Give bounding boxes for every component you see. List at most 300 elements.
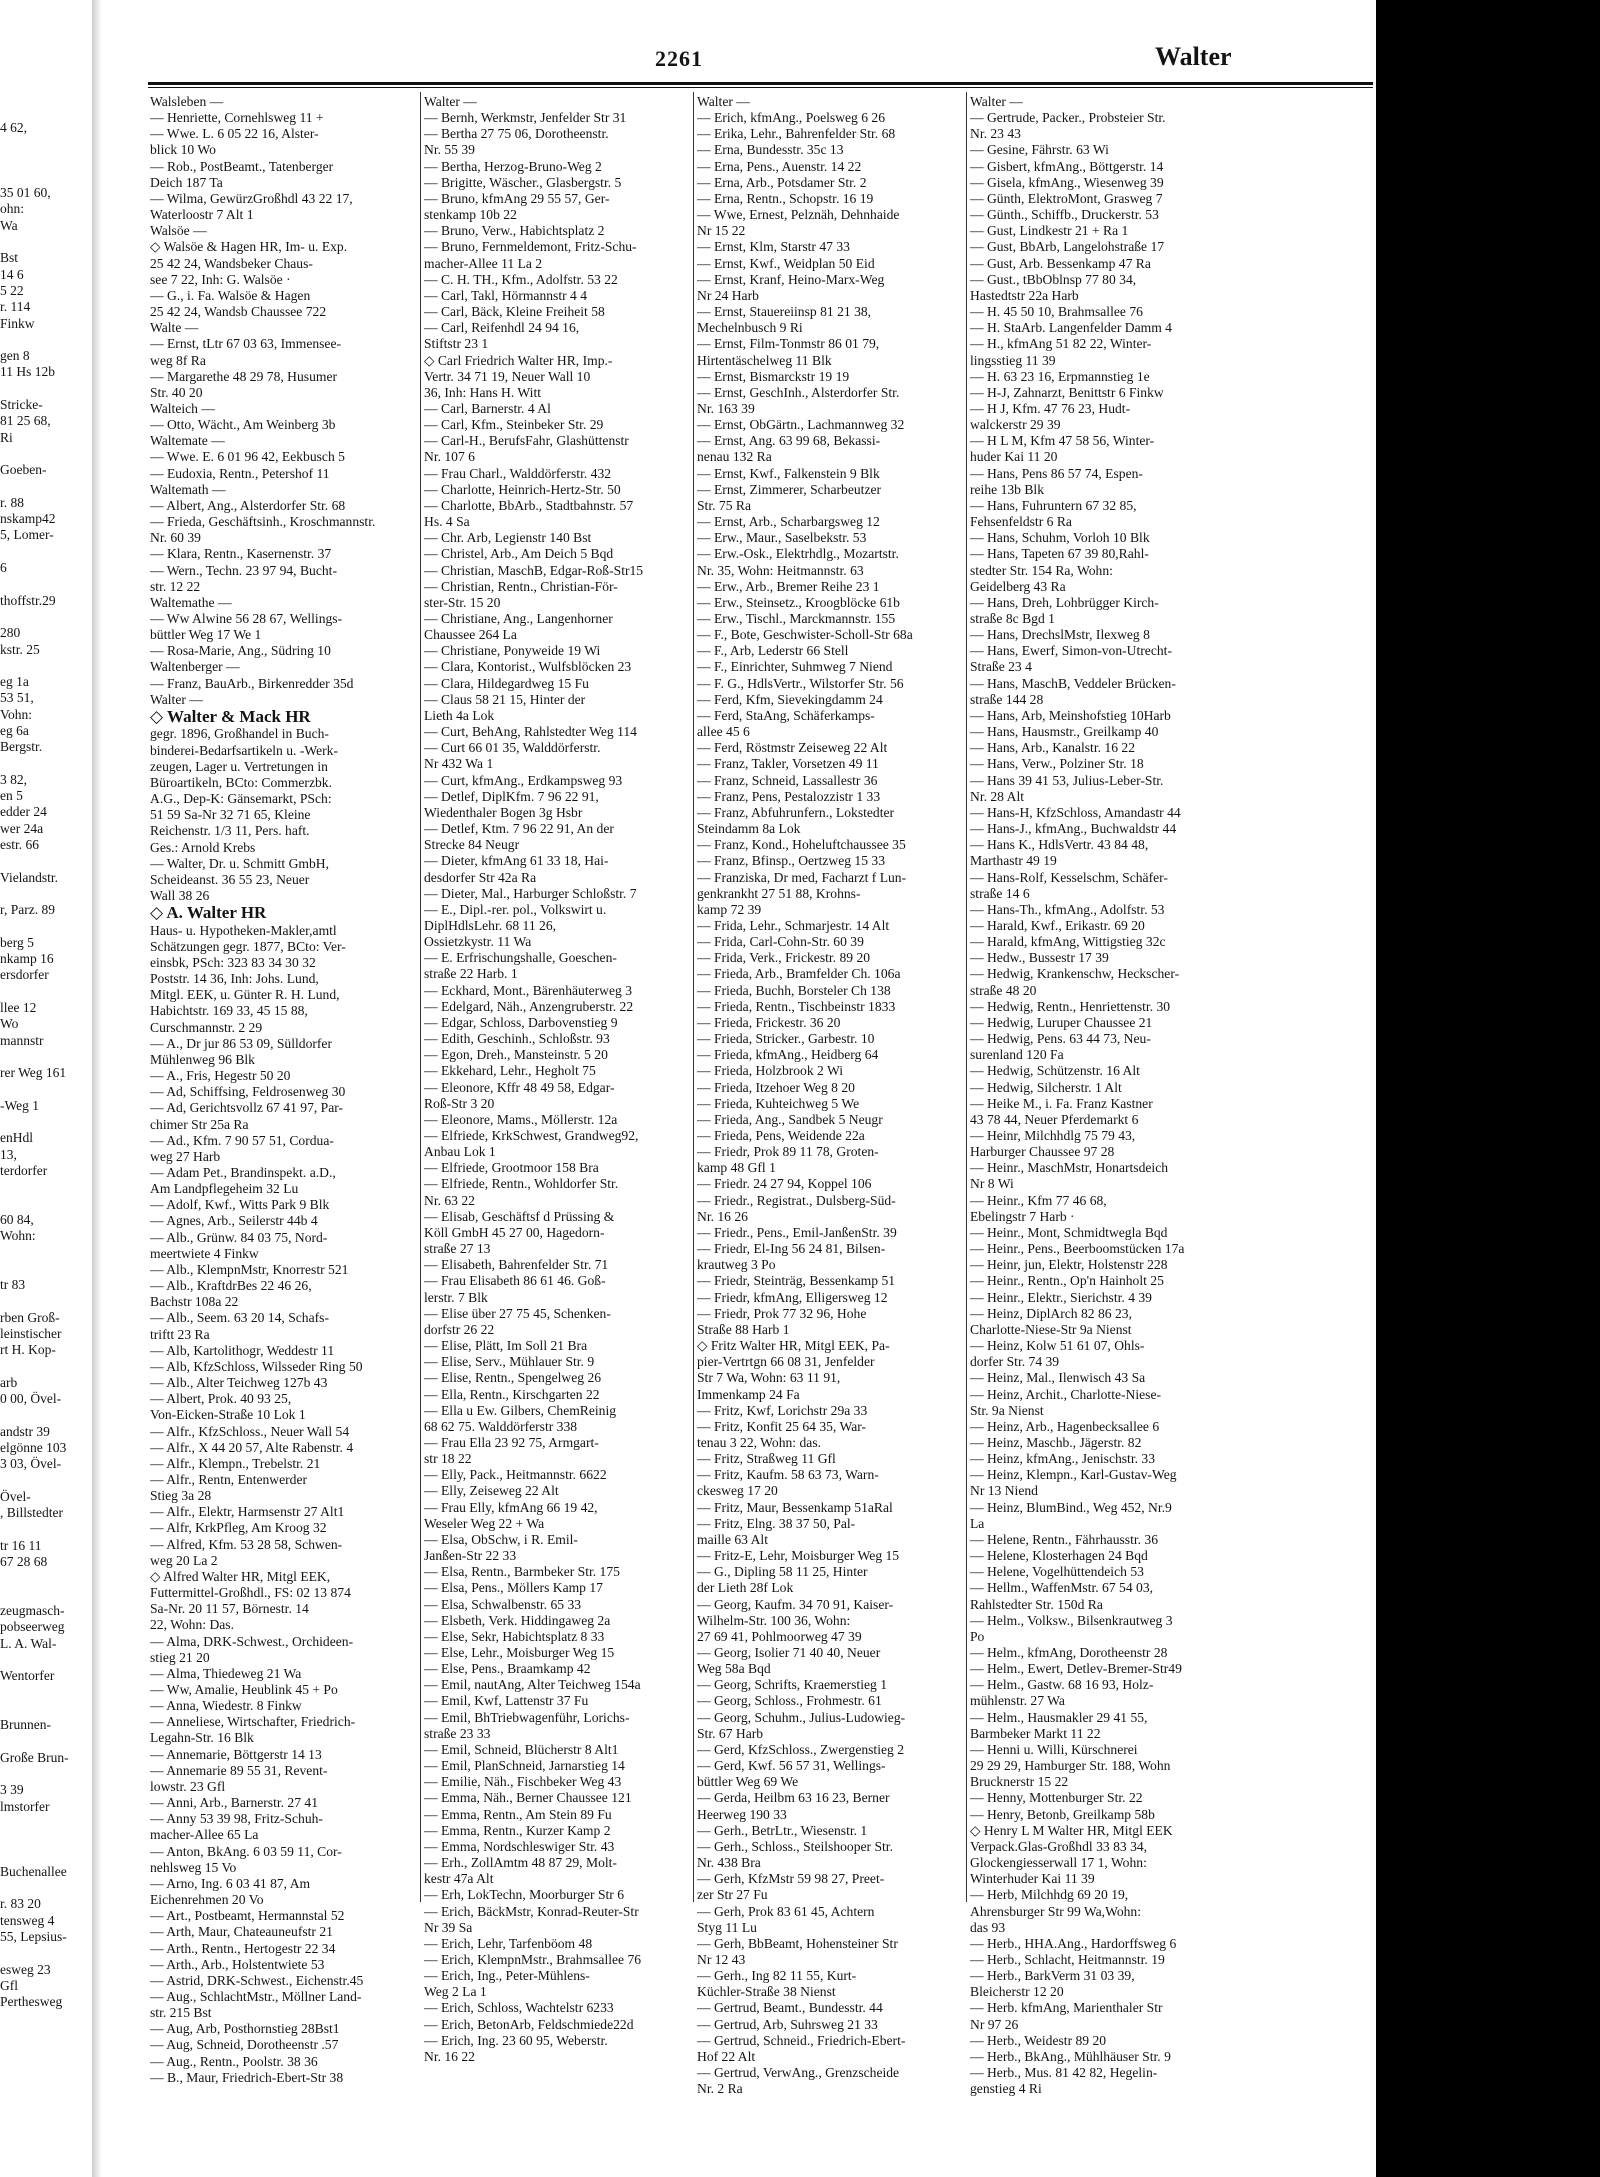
directory-entry: — Dieter, Mal., Harburger Schloßstr. 7 (424, 885, 637, 901)
directory-entry: — Herb., BarkVerm 31 03 39, (970, 1968, 1135, 1984)
directory-entry: — Anna, Wiedestr. 8 Finkw (150, 1698, 302, 1714)
directory-entry: ◇ Alfred Walter HR, Mitgl EEK, (150, 1568, 331, 1584)
directory-entry: — Else, Lehr., Moisburger Weg 15 (424, 1645, 615, 1660)
fragment-line: 3 03, Övel- (0, 1456, 62, 1472)
directory-entry: — Elisabeth, Bahrenfelder Str. 71 (424, 1257, 609, 1273)
directory-entry: — Friedr, Steinträg, Bessenkamp 51 (697, 1273, 896, 1289)
directory-entry: Brucknerstr 15 22 (970, 1774, 1069, 1790)
fragment-line: rer Weg 161 (0, 1065, 67, 1081)
directory-entry: Nr 97 26 (970, 2016, 1019, 2032)
directory-entry: — Fritz, Kwf, Lorichstr 29a 33 (697, 1402, 868, 1418)
directory-entry: — Otto, Wächt., Am Weinberg 3b (150, 417, 336, 433)
directory-entry: straße 144 28 (970, 691, 1044, 707)
fragment-line: Buchenallee (0, 1863, 67, 1879)
directory-entry: — Eckhard, Mont., Bärenhäuterweg 3 (424, 982, 632, 998)
directory-entry: — Wwe. E. 6 01 96 42, Eekbusch 5 (150, 449, 345, 465)
directory-entry: — Wwe, Ernest, Pelznäh, Dehnhaide (697, 207, 900, 223)
directory-entry: — Astrid, DRK-Schwest., Eichenstr.45 (150, 1972, 364, 1988)
directory-entry: — Hans, Fuhruntern 67 32 85, (970, 497, 1137, 513)
directory-entry: — Fritz, Konfit 25 64 35, War- (697, 1418, 867, 1434)
directory-entry: — Hans-H, KfzSchloss, Amandastr 44 (970, 804, 1181, 820)
fragment-line (0, 1880, 90, 1896)
directory-entry: — Curt, BehAng, Rahlstedter Weg 114 (424, 724, 637, 740)
directory-entry: Mühlenweg 96 Blk (150, 1051, 255, 1067)
directory-entry: — Erna, Arb., Potsdamer Str. 2 (697, 174, 867, 190)
fragment-line: Goeben- (0, 462, 47, 478)
directory-entry: — Charlotte, Heinrich-Hertz-Str. 50 (424, 481, 621, 497)
fragment-line: leinstischer (0, 1325, 62, 1341)
fragment-line: Wentorfer (0, 1668, 55, 1684)
fragment-line (0, 1733, 90, 1749)
directory-entry: — Franz, Bfinsp., Oertzweg 15 33 (697, 853, 886, 869)
directory-entry: Fehsenfeldstr 6 Ra (970, 514, 1072, 530)
directory-entry: — Friedr, Prok 89 11 78, Groten- (697, 1144, 879, 1160)
fragment-line: en 5 (0, 788, 23, 804)
directory-entry: — Adam Pet., Brandinspekt. a.D., (150, 1165, 336, 1180)
directory-entry: genkrankht 27 51 88, Krohns- (697, 885, 861, 901)
directory-entry: — Ernst, tLtr 67 03 63, Immensee- (150, 336, 342, 352)
fragment-line: zeugmasch- (0, 1603, 65, 1619)
directory-entry: — Heinr., Elektr., Sierichstr. 4 39 (970, 1289, 1152, 1305)
directory-entry: — Ad., Kfm. 7 90 57 51, Cordua- (150, 1132, 334, 1148)
running-head: Walter (1155, 42, 1232, 71)
directory-entry: — Friedr, El-Ing 56 24 81, Bilsen- (697, 1241, 886, 1257)
directory-entry: Küchler-Straße 38 Nienst (697, 1984, 836, 2000)
directory-entry: — Elfriede, KrkSchwest, Grandweg92, (424, 1128, 639, 1143)
directory-entry: — Heinz, Maschb., Jägerstr. 82 (970, 1434, 1142, 1450)
directory-entry: — Hans, Ewerf, Simon-von-Utrecht- (970, 643, 1172, 659)
fragment-line (0, 1293, 90, 1309)
directory-entry: — Friedr., Pens., Emil-JanßenStr. 39 (697, 1224, 897, 1240)
directory-entry: — Wwe. L. 6 05 22 16, Alster- (150, 126, 319, 142)
directory-entry: Winterhuder Kai 11 39 (970, 1871, 1095, 1887)
fragment-line: 55, Lepsius- (0, 1928, 67, 1944)
column-divider (966, 92, 967, 1902)
fragment-line (0, 1082, 90, 1098)
fragment-line: Große Brun- (0, 1749, 69, 1765)
directory-entry: — Fritz, Kaufm. 58 63 73, Warn- (697, 1467, 879, 1483)
directory-entry: — Henny, Mottenburger Str. 22 (970, 1790, 1143, 1806)
directory-entry: — Ella, Rentn., Kirschgarten 22 (424, 1386, 600, 1402)
fragment-line: enHdl (0, 1130, 33, 1146)
directory-entry: — Elly, Pack., Heitmannstr. 6622 (424, 1467, 607, 1483)
fragment-line: r. 114 (0, 299, 31, 315)
directory-entry: — Frieda, Frickestr. 36 20 (697, 1014, 841, 1030)
fragment-line (0, 756, 90, 772)
directory-entry: das 93 (970, 1919, 1006, 1935)
fragment-line (0, 479, 90, 495)
directory-entry: — Ernst, Film-Tonmstr 86 01 79, (697, 336, 880, 352)
directory-entry: — Frau Elly, kfmAng 66 19 42, (424, 1499, 598, 1515)
directory-entry: genstieg 4 Ri (970, 2081, 1042, 2097)
directory-entry: — Frieda, Itzehoer Weg 8 20 (697, 1079, 855, 1095)
directory-entry: büttler Weg 17 We 1 (150, 627, 262, 643)
fragment-line (0, 1244, 90, 1260)
fragment-line (0, 1587, 90, 1603)
directory-entry: mühlenstr. 27 Wa (970, 1693, 1065, 1709)
fragment-line (0, 1652, 90, 1668)
fragment-line (0, 1407, 90, 1423)
directory-entry: Schätzungen gegr. 1877, BCto: Ver- (150, 938, 346, 954)
directory-entry: macher-Allee 65 La (150, 1827, 259, 1843)
fragment-line: ersdorfer (0, 967, 49, 983)
directory-entry: Po (970, 1628, 985, 1644)
directory-entry: — G., Dipling 58 11 25, Hinter (697, 1564, 868, 1580)
directory-entry: — Erika, Lehr., Bahrenfelder Str. 68 (697, 126, 896, 142)
directory-entry: — Hans 39 41 53, Julius-Leber-Str. (970, 772, 1164, 788)
fragment-line: 0 00, Övel- (0, 1391, 62, 1407)
directory-entry: — Elsa, ObSchw, i R. Emil- (424, 1531, 578, 1547)
directory-entry: Glockengiesserwall 17 1, Wohn: (970, 1855, 1147, 1871)
directory-entry: Nr 13 Niend (970, 1483, 1038, 1499)
directory-entry: — Frieda, Rentn., Tischbeinstr 1833 (697, 998, 896, 1014)
directory-entry: Bleicherstr 12 20 (970, 1984, 1064, 2000)
directory-entry: — Gerh., Ing 82 11 55, Kurt- (697, 1968, 857, 1984)
fragment-line: Vohn: (0, 706, 33, 722)
fragment-line (0, 381, 90, 397)
fragment-line: rt H. Kop- (0, 1342, 56, 1358)
directory-entry: — Helene, Klosterhagen 24 Bqd (970, 1548, 1148, 1564)
directory-entry: Vertr. 34 71 19, Neuer Wall 10 (424, 368, 591, 384)
directory-entry: — Chr. Arb, Legienstr 140 Bst (424, 530, 592, 546)
directory-entry: — Friedr., Registrat., Dulsberg-Süd- (697, 1192, 896, 1208)
directory-entry: — Hans, Tapeten 67 39 80,Rahl- (970, 546, 1149, 562)
directory-entry: — Gust, Lindkestr 21 + Ra 1 (970, 223, 1129, 239)
fragment-line: gen 8 (0, 348, 30, 364)
directory-entry: — Elisab, Geschäftsf d Prüssing & (424, 1208, 615, 1224)
directory-entry: DiplHdlsLehr. 68 11 26, (424, 917, 557, 933)
fragment-line: 3 39 (0, 1782, 24, 1798)
directory-entry: — Gerd, KfzSchloss., Zwergenstieg 2 (697, 1741, 905, 1757)
directory-entry: — Gust., tBbOblnsp 77 80 34, (970, 271, 1137, 287)
fragment-line: , Billstedter (0, 1505, 63, 1521)
directory-entry: Nr. 163 39 (697, 400, 755, 416)
directory-entry: — Ferd, Kfm, Sievekingdamm 24 (697, 691, 883, 707)
directory-entry: — Hans, Dreh, Lohbrügger Kirch- (970, 594, 1159, 610)
directory-entry: — Franz, Kond., Hoheluftchaussee 35 (697, 837, 906, 853)
directory-entry: — Wilma, GewürzGroßhdl 43 22 17, (150, 190, 353, 206)
directory-entry: — Ernst, Kranf, Heino-Marx-Weg (697, 271, 885, 287)
fragment-line (0, 1522, 90, 1538)
directory-entry: — Erich, Schloss, Wachtelstr 6233 (424, 2000, 614, 2016)
fragment-line (0, 853, 90, 869)
fragment-line: 35 01 60, (0, 185, 51, 201)
directory-entry: Roß-Str 3 20 (424, 1095, 495, 1111)
fragment-line: terdorfer (0, 1163, 48, 1178)
directory-entry: binderei-Bedarfsartikeln u. -Werk- (150, 742, 339, 758)
directory-entry: — Arth., Arb., Holstentwiete 53 (150, 1956, 325, 1972)
directory-entry: — Elfriede, Grootmoor 158 Bra (424, 1160, 599, 1176)
directory-entry: Reichenstr. 1/3 11, Pers. haft. (150, 823, 310, 839)
directory-entry: — Helene, Rentn., Fährhausstr. 36 (970, 1531, 1159, 1547)
directory-entry: Nr. 55 39 (424, 142, 475, 158)
directory-entry: Futtermittel-Großhdl., FS: 02 13 874 (150, 1585, 351, 1601)
directory-entry: — Elsa, Rentn., Barmbeker Str. 175 (424, 1564, 620, 1580)
directory-entry: Legahn-Str. 16 Blk (150, 1730, 254, 1746)
directory-entry: — Erich, BetonArb, Feldschmiede22d (424, 2016, 634, 2032)
fragment-line: Wohn: (0, 1228, 36, 1244)
fragment-line (0, 1766, 90, 1782)
directory-entry: ckesweg 17 20 (697, 1483, 778, 1499)
directory-entry: — Frieda, kfmAng., Heidberg 64 (697, 1047, 879, 1063)
directory-entry: — Alfr., Rentn, Entenwerder (150, 1471, 308, 1487)
fragment-line: 280 (0, 625, 21, 641)
directory-entry: — Gesine, Fährstr. 63 Wi (970, 142, 1109, 158)
directory-entry: — Gerd, Kwf. 56 57 31, Wellings- (697, 1758, 886, 1774)
directory-entry: — Emil, nautAng, Alter Teichweg 154a (424, 1677, 641, 1693)
directory-entry: — Erw., Maur., Saselbekstr. 53 (697, 530, 867, 546)
directory-entry: Straße 88 Harb 1 (697, 1321, 790, 1337)
directory-entry: — Frieda, Stricker., Garbestr. 10 (697, 1031, 875, 1047)
directory-entry: — Ferd, Röstmstr Zeiseweg 22 Alt (697, 740, 888, 756)
directory-entry: — Fritz, Elng. 38 37 50, Pal- (697, 1515, 856, 1531)
directory-entry: Stieg 3a 28 (150, 1488, 212, 1504)
directory-entry: lerstr. 7 Blk (424, 1289, 488, 1305)
directory-entry: — Günth, ElektroMont, Grasweg 7 (970, 190, 1163, 206)
directory-entry: — Frieda, Pens, Weidende 22a (697, 1128, 865, 1143)
directory-entry: Str 7 Wa, Wohn: 63 11 91, (697, 1370, 841, 1386)
directory-entry: — H., kfmAng 51 82 22, Winter- (970, 336, 1152, 352)
directory-entry: — Gisbert, kfmAng., Böttgerstr. 14 (970, 158, 1164, 174)
directory-entry: — Edith, Geschinh., Schloßstr. 93 (424, 1031, 610, 1047)
directory-entry: — Christiane, Ang., Langenhorner (424, 611, 613, 626)
directory-entry: büttler Weg 69 We (697, 1774, 799, 1790)
fragment-line: Perthesweg (0, 1994, 63, 2010)
directory-entry: — Alfr., Elektr, Harmsenstr 27 Alt1 (150, 1504, 345, 1520)
directory-entry: — Bruno, Fernmeldemont, Fritz-Schu- (424, 239, 637, 255)
directory-entry: — Hans, Hausmstr., Greilkamp 40 (970, 724, 1159, 740)
directory-entry: — H. 63 23 16, Erpmannstieg 1e (970, 368, 1150, 384)
directory-entry: — Ernst, Stauereiinsp 81 21 38, (697, 304, 872, 320)
directory-entry: Ges.: Arnold Krebs (150, 839, 256, 855)
directory-entry: — Heinz, Archit., Charlotte-Niese- (970, 1386, 1162, 1402)
directory-entry: — Frieda, Kuhteichweg 5 We (697, 1095, 860, 1111)
directory-entry: La (970, 1515, 985, 1531)
directory-entry: — Hans, Arb., Kanalstr. 16 22 (970, 740, 1135, 756)
fragment-line (0, 1815, 90, 1831)
fragment-line (0, 1114, 90, 1130)
fragment-line: thoffstr.29 (0, 592, 56, 608)
directory-entry: — Erna, Bundesstr. 35c 13 (697, 142, 844, 158)
fragment-line: Gfl (0, 1977, 18, 1993)
fragment-line: berg 5 (0, 934, 34, 950)
fragment-line: Finkw (0, 315, 35, 331)
fragment-line: ohn: (0, 201, 25, 217)
directory-entry: — Gust, Arb. Bessenkamp 47 Ra (970, 255, 1151, 271)
directory-entry: — Bruno, Verw., Habichtsplatz 2 (424, 223, 605, 239)
directory-entry: — Helm., kfmAng, Dorotheenstr 28 (970, 1645, 1168, 1660)
fragment-line (0, 1473, 90, 1489)
directory-entry: Lieth 4a Lok (424, 707, 495, 723)
directory-entry: — Emma, Rentn., Am Stein 89 Fu (424, 1806, 612, 1822)
directory-entry: — Herb., HHA.Ang., Hardorffsweg 6 (970, 1935, 1177, 1951)
directory-entry: ◇ Fritz Walter HR, Mitgl EEK, Pa- (697, 1338, 890, 1354)
directory-entry: — Clara, Kontorist., Wulfsblöcken 23 (424, 659, 632, 675)
directory-entry: — Heinz, Mal., Ilenwisch 43 Sa (970, 1370, 1146, 1386)
fragment-line (0, 919, 90, 935)
directory-entry: — Elsa, Pens., Möllers Kamp 17 (424, 1580, 603, 1596)
directory-entry: Curschmannstr. 2 29 (150, 1019, 263, 1035)
fragment-line (0, 1570, 90, 1586)
fragment-line: elgönne 103 (0, 1440, 67, 1456)
directory-entry: gegr. 1896, Großhandel in Buch- (150, 726, 329, 742)
directory-entry: — Emil, Schneid, Blücherstr 8 Alt1 (424, 1741, 619, 1757)
directory-entry: Sa-Nr. 20 11 57, Börnestr. 14 (150, 1601, 309, 1617)
fragment-line: Stricke- (0, 397, 43, 413)
directory-entry: Nr 12 43 (697, 1951, 746, 1967)
directory-entry: — H L M, Kfm 47 58 56, Winter- (970, 433, 1155, 449)
directory-entry: — Elsbeth, Verk. Hiddingaweg 2a (424, 1612, 611, 1628)
directory-entry: — Friedr. 24 27 94, Koppel 106 (697, 1176, 872, 1192)
directory-entry: — Frieda, Geschäftsinh., Kroschmannstr. (150, 514, 376, 530)
directory-entry: 25 42 24, Wandsb Chaussee 722 (150, 304, 327, 320)
directory-entry: Verpack.Glas-Großhdl 33 83 34, (970, 1838, 1148, 1854)
directory-entry: 68 62 75. Walddörferstr 338 (424, 1418, 578, 1434)
directory-entry: — Egon, Dreh., Mansteinstr. 5 20 (424, 1047, 608, 1063)
directory-entry: — Gerh, KfzMstr 59 98 27, Preet- (697, 1871, 885, 1887)
directory-entry: — Gerda, Heilbm 63 16 23, Berner (697, 1790, 890, 1806)
directory-entry: meertwiete 4 Finkw (150, 1245, 259, 1261)
fragment-line: 6 (0, 560, 7, 576)
directory-entry: — Detlef, DiplKfm. 7 96 22 91, (424, 788, 599, 804)
directory-entry: — Elsa, Schwalbenstr. 65 33 (424, 1596, 582, 1612)
fragment-line: 4 62, (0, 120, 27, 135)
directory-entry: — Georg, Schloss., Frohmestr. 61 (697, 1693, 882, 1709)
directory-entry: — Gertrud, VerwAng., Grenzscheide (697, 2065, 900, 2081)
directory-entry: Poststr. 14 36, Inh: Johs. Lund, (150, 971, 319, 987)
directory-entry: maille 63 Alt (697, 1531, 768, 1547)
fragment-line: mannstr (0, 1032, 44, 1048)
directory-entry: — Erh., ZollAmtm 48 87 29, Molt- (424, 1855, 617, 1871)
directory-entry: — Alb, KfzSchloss, Wilsseder Ring 50 (150, 1358, 363, 1374)
fragment-line: Brunnen- (0, 1717, 51, 1733)
directory-entry: — Elise, Plätt, Im Soll 21 Bra (424, 1338, 588, 1354)
directory-entry: — Hedwig, Pens. 63 44 73, Neu- (970, 1031, 1151, 1047)
directory-entry: — Hans, Pens 86 57 74, Espen- (970, 465, 1143, 481)
directory-entry: — Franziska, Dr med, Facharzt f Lun- (697, 869, 907, 885)
directory-entry: — Emma, Nordschleswiger Str. 43 (424, 1838, 615, 1854)
directory-entry: — Hans, MaschB, Veddeler Brücken- (970, 675, 1176, 691)
directory-entry: kamp 48 Gfl 1 (697, 1160, 776, 1176)
directory-entry: — Aug., Rentn., Poolstr. 38 36 (150, 2053, 318, 2069)
directory-entry: — H-J, Zahnarzt, Benittstr 6 Finkw (970, 384, 1164, 400)
fragment-line (0, 1831, 90, 1847)
directory-entry: — Hedwig, Schützenstr. 16 Alt (970, 1063, 1140, 1079)
directory-entry: — Gerh, Prok 83 61 45, Achtern (697, 1903, 875, 1919)
directory-entry: stenkamp 10b 22 (424, 207, 517, 223)
directory-entry: — Herb., Mus. 81 42 82, Hegelin- (970, 2065, 1158, 2081)
directory-entry: — Ernst, Kwf., Weidplan 50 Eid (697, 255, 875, 271)
directory-entry: — Anny 53 39 98, Fritz-Schuh- (150, 1811, 323, 1827)
directory-entry: — Friedr, kfmAng, Elligersweg 12 (697, 1289, 888, 1305)
directory-entry: — Margarethe 48 29 78, Husumer (150, 368, 338, 384)
directory-entry: Nr 8 Wi (970, 1176, 1014, 1192)
directory-entry: — Detlef, Ktm. 7 96 22 91, An der (424, 821, 614, 837)
directory-entry: — Henni u. Willi, Kürschnerei (970, 1741, 1138, 1757)
directory-entry: — Heinz, Kolw 51 61 07, Ohls- (970, 1338, 1145, 1354)
fragment-line (0, 1701, 90, 1717)
directory-entry: — Helm., Hausmakler 29 41 55, (970, 1709, 1148, 1725)
directory-entry: — Aug, Arb, Posthornstieg 28Bst1 (150, 2021, 340, 2037)
directory-entry: Charlotte-Niese-Str 9a Nienst (970, 1321, 1132, 1337)
directory-entry: — Heinz, Klempn., Karl-Gustav-Weg (970, 1467, 1177, 1483)
directory-entry: — Ernst, Klm, Starstr 47 33 (697, 239, 850, 255)
directory-entry: Geidelberg 43 Ra (970, 578, 1066, 594)
directory-entry: — Rosa-Marie, Ang., Südring 10 (150, 643, 331, 659)
directory-entry: Haus- u. Hypotheken-Makler,amtl (150, 922, 337, 938)
directory-entry: — Frieda, Holzbrook 2 Wi (697, 1063, 844, 1079)
directory-entry: — Frau Charl., Walddörferstr. 432 (424, 465, 612, 481)
directory-entry: — Heinr., MaschMstr, Honartsdeich (970, 1160, 1169, 1176)
directory-entry: — Clara, Hildegardweg 15 Fu (424, 675, 589, 691)
directory-entry: — Alfr., X 44 20 57, Alte Rabenstr. 4 (150, 1439, 354, 1455)
directory-entry: — Charlotte, BbArb., Stadtbahnstr. 57 (424, 497, 634, 513)
directory-entry: — Ernst, Arb., Scharbargsweg 12 (697, 514, 880, 530)
directory-entry: — Frieda, Arb., Bramfelder Ch. 106a (697, 966, 901, 982)
fragment-line (0, 446, 90, 462)
directory-entry: — Else, Pens., Braamkamp 42 (424, 1661, 591, 1677)
directory-column-3 (697, 94, 963, 2097)
directory-entry: — Carl, Bäck, Kleine Freiheit 58 (424, 304, 605, 320)
directory-entry: — Georg, Schuhm., Julius-Ludowieg- (697, 1709, 906, 1725)
directory-entry: 43 78 44, Neuer Pferdemarkt 6 (970, 1111, 1139, 1127)
directory-entry: Str. 67 Harb (697, 1725, 764, 1741)
directory-entry: — Carl-H., BerufsFahr, Glashüttenstr (424, 433, 629, 449)
fragment-line (0, 1945, 90, 1961)
directory-entry: Chaussee 264 La (424, 627, 517, 643)
directory-entry: — Hedw., Bussestr 17 39 (970, 950, 1109, 966)
directory-entry: — Erna, Pens., Auenstr. 14 22 (697, 158, 862, 174)
directory-entry: ster-Str. 15 20 (424, 594, 501, 610)
directory-entry: — Fritz, Straßweg 11 Gfl (697, 1451, 836, 1467)
fragment-line: tensweg 4 (0, 1912, 55, 1928)
directory-entry: — Dieter, kfmAng 61 33 18, Hai- (424, 853, 609, 869)
directory-entry: — Harald, kfmAng, Wittigstieg 32c (970, 934, 1166, 950)
directory-entry: blick 10 Wo (150, 142, 216, 158)
column-divider (420, 92, 421, 1902)
directory-entry: — Herb, Milchhdg 69 20 19, (970, 1887, 1129, 1903)
directory-entry: — Christiane, Ponyweide 19 Wi (424, 643, 601, 659)
directory-entry: Waltemate — (150, 433, 225, 449)
directory-entry: — Alfr., KfzSchloss., Neuer Wall 54 (150, 1423, 350, 1439)
directory-entry: — Aug, Schneid, Dorotheenstr .57 (150, 2037, 339, 2053)
fragment-line: r. 83 20 (0, 1896, 41, 1912)
fragment-line: arb (0, 1374, 18, 1390)
directory-entry: Hirtentäschelweg 11 Blk (697, 352, 832, 368)
fragment-line: rben Groß- (0, 1309, 60, 1325)
directory-entry: — Gerh., Schloss., Steilshooper Str. (697, 1838, 893, 1854)
directory-entry: — Harald, Kwf., Erikastr. 69 20 (970, 917, 1145, 933)
directory-entry: Habichtstr. 169 33, 45 15 88, (150, 1003, 308, 1019)
fragment-line: 67 28 68 (0, 1554, 48, 1570)
fragment-line: 14 6 (0, 266, 24, 282)
directory-entry: — H. StaArb. Langenfelder Damm 4 (970, 320, 1172, 336)
directory-entry: — Heinr., Kfm 77 46 68, (970, 1192, 1107, 1208)
directory-entry: — Franz, Schneid, Lassallestr 36 (697, 772, 878, 788)
header-rule (148, 82, 1373, 85)
directory-entry: — Ernst, Ang. 63 99 68, Bekassi- (697, 433, 881, 449)
directory-entry: — Franz, BauArb., Birkenredder 35d (150, 675, 354, 691)
directory-entry: Nr 24 Harb (697, 287, 759, 303)
fragment-line: Wa (0, 217, 18, 233)
fragment-line: tr 16 11 (0, 1537, 42, 1553)
directory-entry: Nr. 63 22 (424, 1192, 475, 1208)
directory-entry: — Erich, Ing. 23 60 95, Weberstr. (424, 2032, 608, 2048)
directory-entry: — F., Arb, Lederstr 66 Stell (697, 643, 849, 659)
directory-entry: — Eleonore, Mams., Möllerstr. 12a (424, 1111, 618, 1127)
directory-entry: 36, Inh: Hans H. Witt (424, 384, 542, 400)
directory-entry: — Hedwig, Krankenschw, Heckscher- (970, 966, 1180, 982)
